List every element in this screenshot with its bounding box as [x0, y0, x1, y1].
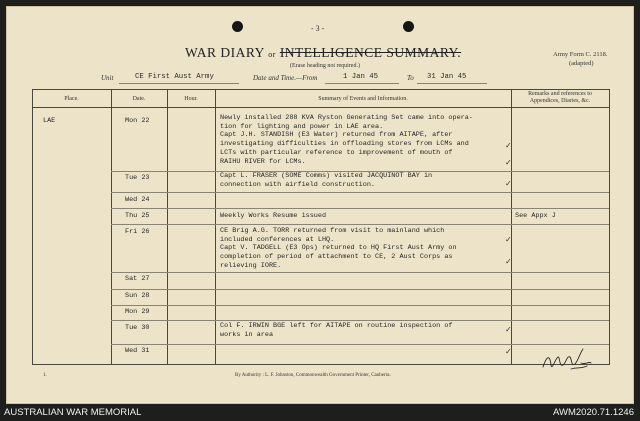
- check-mark-icon: ✓: [505, 235, 512, 244]
- form-ref-line2: (adapted): [569, 60, 594, 67]
- printer-footer: By Authority : L. F. Johnston, Commonwealth Government Printer, Canberra.: [235, 373, 391, 378]
- table-top-border: [32, 89, 610, 90]
- place-value: LAE: [43, 117, 56, 125]
- row-date: Thu 25: [125, 212, 150, 220]
- page-number: - 3 -: [311, 24, 325, 33]
- title-or: or: [268, 50, 276, 59]
- header-date: Date.: [132, 96, 146, 102]
- army-form-reference: [553, 50, 607, 68]
- check-mark-icon: ✓: [505, 257, 512, 266]
- header-bottom-border: [32, 107, 610, 108]
- punch-hole-right: [403, 21, 414, 32]
- date-time-label: Date and Time.—From: [253, 74, 318, 82]
- unit-value: CE First Aust Army: [135, 73, 214, 81]
- from-value: 1 Jan 45: [343, 73, 379, 81]
- header-place: Place.: [64, 96, 79, 102]
- col-border-left: [32, 89, 33, 365]
- table-bottom-border: [32, 364, 610, 365]
- row-remark: See Appx J: [515, 212, 556, 220]
- unit-underline: [119, 83, 239, 84]
- row-entry: Weekly Works Resume issued: [220, 212, 327, 220]
- row-separator: [111, 320, 609, 321]
- to-value: 31 Jan 45: [427, 73, 467, 81]
- row-entry: Newly installed 288 KVA Ryston Generating Set came into opera- tion for lighting and power in LAE area. Capt J.H. STANDISH (E3 Water) returned from AITAPE, after investigating difficulties in offloading stores from LCMs and LCTs with particular reference to improvement of mouth of RAIHU RIVER for LCMs.: [220, 114, 473, 166]
- from-underline: [325, 83, 399, 84]
- diary-sheet: [6, 6, 634, 404]
- row-date: Tue 23: [125, 174, 150, 182]
- punch-hole-left: [232, 21, 243, 32]
- row-separator: [111, 305, 609, 306]
- row-date: Fri 26: [125, 228, 150, 236]
- row-date: Wed 24: [125, 196, 150, 204]
- row-separator: [111, 208, 609, 209]
- row-date: Mon 29: [125, 308, 150, 316]
- col-border-date: [167, 89, 168, 365]
- header-remarks: Remarks and references to Appendices, Diaries, &c.: [528, 91, 592, 104]
- form-subtitle: (Erase heading not required.): [290, 63, 360, 69]
- row-separator: [111, 192, 609, 193]
- to-label: To: [407, 74, 414, 82]
- signature-icon: [541, 345, 593, 375]
- row-separator: [111, 224, 609, 225]
- header-hour: Hour.: [184, 96, 198, 102]
- col-border-right: [609, 89, 610, 365]
- check-mark-icon: ✓: [505, 158, 512, 167]
- col-border-place: [111, 89, 112, 365]
- caption-institution: AUSTRALIAN WAR MEMORIAL: [4, 407, 142, 418]
- row-date: Wed 31: [125, 347, 150, 355]
- col-border-hour: [215, 89, 216, 365]
- footer-number: 1.: [43, 373, 47, 378]
- row-entry: Col F. IRWIN BGE left for AITAPE on routine inspection of works in area: [220, 322, 453, 339]
- check-mark-icon: ✓: [505, 347, 512, 356]
- form-title: [185, 45, 461, 61]
- col-border-summary: [511, 89, 512, 365]
- row-date: Tue 30: [125, 324, 150, 332]
- row-date: Mon 22: [125, 117, 150, 125]
- to-underline: [417, 83, 487, 84]
- row-date: Sun 28: [125, 292, 150, 300]
- header-summary: Summary of Events and Information.: [318, 96, 408, 102]
- check-mark-icon: ✓: [505, 179, 512, 188]
- unit-label: Unit: [101, 74, 114, 82]
- row-date: Sat 27: [125, 275, 150, 283]
- row-entry: CE Brig A.G. TORR returned from visit to mainland which included conferences at LHQ. Capt V. TADGELL (E3 Ops) returned to HQ First Aust Army on completion of period of attachment to CE, 2 Aust Corps as relieving IORE.: [220, 227, 457, 270]
- row-separator: [111, 272, 609, 273]
- title-main: WAR DIARY: [185, 45, 265, 60]
- caption-accession-number: AWM2020.71.1246: [553, 407, 634, 418]
- form-ref-line1: Army Form C. 2118.: [553, 51, 608, 58]
- check-mark-icon: ✓: [505, 325, 512, 334]
- check-mark-icon: ✓: [505, 141, 512, 150]
- row-entry: Capt L. FRASER (SOME Comms) visited JACQUINOT BAY in connection with airfield construction.: [220, 172, 433, 189]
- row-separator: [111, 289, 609, 290]
- row-separator: [111, 344, 609, 345]
- title-struck: INTELLIGENCE SUMMARY.: [279, 45, 462, 60]
